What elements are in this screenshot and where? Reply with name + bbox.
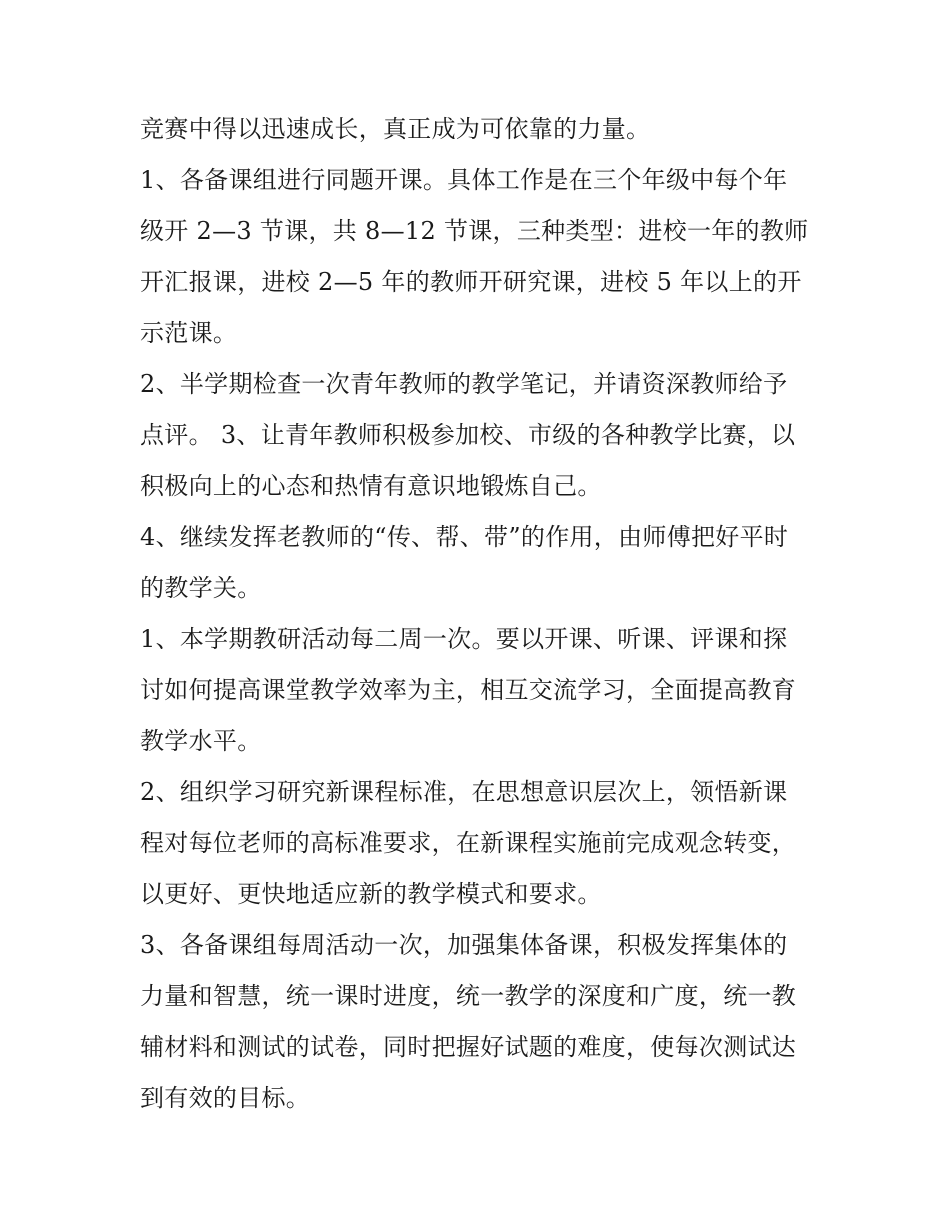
text-line: 的教学关。 <box>140 574 262 602</box>
text-line: 2、组织学习研究新课程标准，在思想意识层次上，领悟新课 <box>140 778 788 806</box>
text-line: 级开 2—3 节课，共 8—12 节课，三种类型：进校一年的教师 <box>140 217 809 245</box>
text-line: 开汇报课，进校 2—5 年的教师开研究课，进校 5 年以上的开 <box>140 268 802 296</box>
text-line: 程对每位老师的高标准要求，在新课程实施前完成观念转变， <box>140 829 797 857</box>
text-line: 4、继续发挥老教师的“传、帮、带”的作用，由师傅把好平时 <box>140 523 789 551</box>
text-line: 竞赛中得以迅速成长，真正成为可依靠的力量。 <box>140 115 651 143</box>
text-line: 点评。 3、让青年教师积极参加校、市级的各种教学比赛，以 <box>140 421 796 449</box>
text-line: 讨如何提高课堂教学效率为主，相互交流学习，全面提高教育 <box>140 676 797 704</box>
text-line: 1、各备课组进行同题开课。具体工作是在三个年级中每个年 <box>140 166 788 194</box>
text-line: 3、各备课组每周活动一次，加强集体备课，积极发挥集体的 <box>140 931 788 959</box>
text-line: 2、半学期检查一次青年教师的教学笔记，并请资深教师给予 <box>140 370 788 398</box>
text-line: 积极向上的心态和热情有意识地锻炼自己。 <box>140 472 602 500</box>
text-line: 示范课。 <box>140 319 238 347</box>
document-body <box>140 104 830 1124</box>
text-line: 辅材料和测试的试卷，同时把握好试题的难度，使每次测试达 <box>140 1033 797 1061</box>
text-line: 以更好、更快地适应新的教学模式和要求。 <box>140 880 602 908</box>
text-line: 力量和智慧，统一课时进度，统一教学的深度和广度，统一教 <box>140 982 797 1010</box>
text-line: 教学水平。 <box>140 727 262 755</box>
text-line: 到有效的目标。 <box>140 1084 311 1112</box>
text-line: 1、本学期教研活动每二周一次。要以开课、听课、评课和探 <box>140 625 788 653</box>
